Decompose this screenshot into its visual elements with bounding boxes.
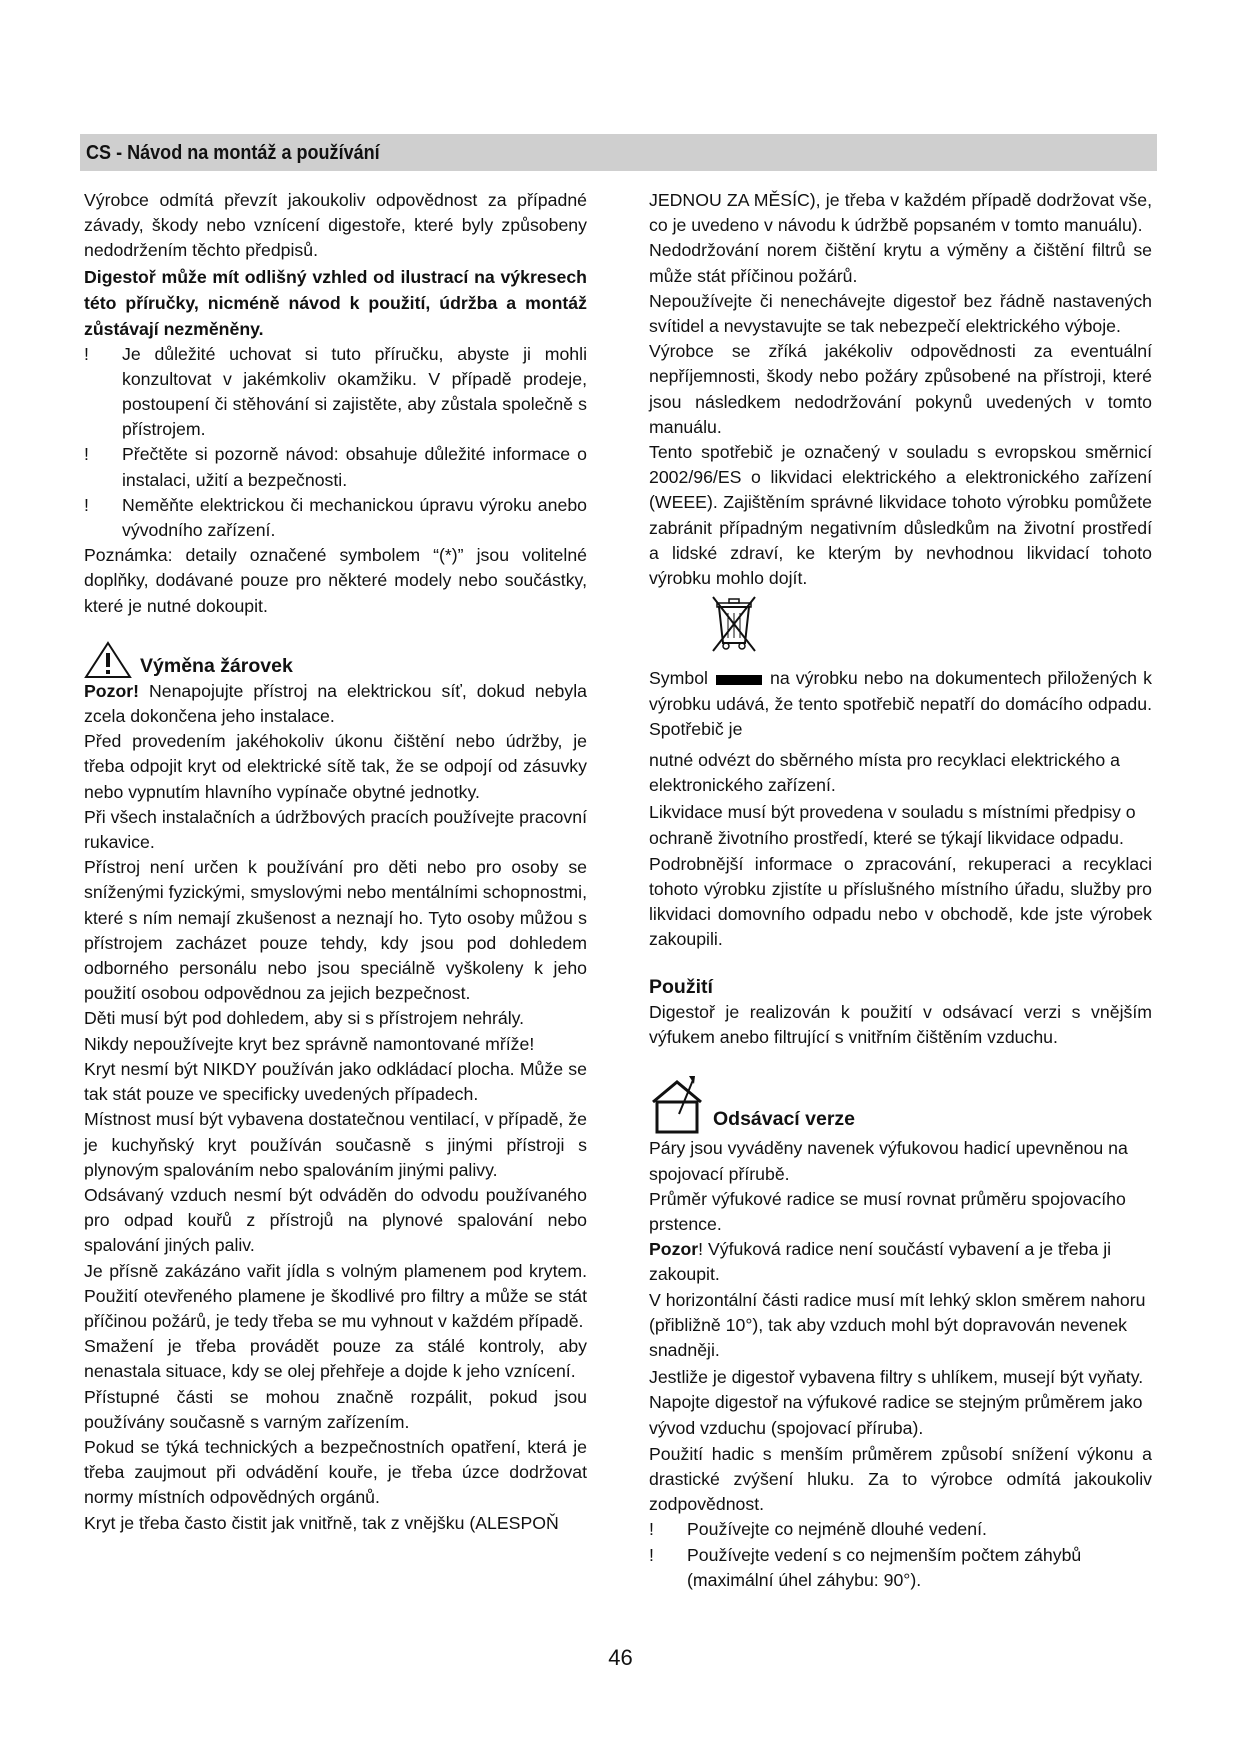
section-title: Použití xyxy=(649,975,713,998)
exclamation-icon: ! xyxy=(84,494,89,515)
usage-section-heading xyxy=(649,975,1152,1000)
bullet-text: Je důležité uchovat si tuto příručku, abyste ji mohli konzultovat v jakémkoliv okamžiku. V případě prodeje, postoupení či stěhování si zajistěte, aby zůstala společně s přístrojem. xyxy=(122,343,587,440)
exhaust-section-heading xyxy=(649,1074,1152,1136)
symbol-paragraph xyxy=(649,666,1152,742)
bullet-item xyxy=(649,1543,1152,1593)
intro-paragraph: Výrobce odmítá převzít jakoukoliv odpovědnost za případné závady, škody nebo vznícení digestoře, které byly způsobeny nedodržením těchto předpisů. xyxy=(84,190,587,261)
paragraph: Děti musí být pod dohledem, aby si s přístrojem nehrály. xyxy=(84,1008,525,1029)
paragraph: nutné odvézt do sběrného místa pro recyklaci elektrického a elektronického zařízení. xyxy=(649,750,1120,796)
paragraph: Podrobnější informace o zpracování, rekuperaci a recyklaci tohoto výrobku zjistíte u příslušného místního úřadu, služby pro likvidaci domovního odpadu nebo v obchodě, kde jste výrobek zakoupili. xyxy=(649,853,1152,950)
bullet-item xyxy=(84,442,587,492)
paragraph: Při všech instalačních a údržbových pracích používejte pracovní rukavice. xyxy=(84,806,587,853)
paragraph: JEDNOU ZA MĚSÍC), je třeba v každém případě dodržovat vše, co je uvedeno v návodu k údržbě popsaném v tomto manuálu). xyxy=(649,190,1152,236)
pozor-label: Pozor! xyxy=(84,680,140,701)
exclamation-icon: ! xyxy=(84,343,89,364)
bold-note: Digestoř může mít odlišný vzhled od ilustrací na výkresech této příručky, nicméně návod k použití, údržba a montáž zůstávají nezměněny. xyxy=(84,266,587,339)
bullet-text: Používejte vedení s co nejmenším počtem záhybů (maximální úhel záhybu: 90°). xyxy=(687,1544,1082,1590)
paragraph: Kryt nesmí být NIKDY používán jako odkládací plocha. Může se tak stát pouze ve specificky uvedených případech. xyxy=(84,1058,587,1105)
pozor-label: Pozor xyxy=(649,1239,699,1260)
paragraph: Jestliže je digestoř vybavena filtry s uhlíkem, musejí být vyňaty. Napojte digestoř na výfukové radice se stejným průměrem jako vývod vzduchu (spojovací příruba). xyxy=(649,1367,1144,1438)
exhaust-house-icon xyxy=(649,1074,705,1136)
symbol-label: Symbol xyxy=(649,668,708,689)
paragraph: Průměr výfukové radice se musí rovnat průměru spojovacího prstence. xyxy=(649,1188,1126,1234)
warning-icon xyxy=(84,641,132,679)
section-title: Výměna žárovek xyxy=(140,654,293,677)
paragraph: Výrobce se zříká jakékoliv odpovědnosti za eventuální nepříjemnosti, škody nebo požáry způsobené na přístroji, které jsou následkem nedodržování pokynů uvedených v tomto manuálu. xyxy=(649,341,1152,437)
right-column xyxy=(649,188,1152,1593)
pozor-text: Nenapojujte přístroj na elektrickou síť, dokud nebyla zcela dokončena jeho instalace. xyxy=(84,680,587,727)
left-column xyxy=(84,188,587,1536)
paragraph: Pokud se týká technických a bezpečnostních opatření, která je třeba zaujmout při odvádění kouře, je třeba úzce dodržovat normy místních odpovědných orgánů. xyxy=(84,1436,587,1508)
weee-bin-icon xyxy=(709,593,759,655)
paragraph: Přístroj není určen k používání pro děti nebo pro osoby se sníženými fyzickými, smyslovými nebo mentálními schopnostmi, které s ním nemají zkušenost a neznají ho. Tyto osoby můžou s přístrojem zacházet pouze tehdy, kdy jsou pod dohledem odborného personálu nebo jsou speciálně vyškoleny k jeho použití osobou odpovědnou za jejich bezpečnost. xyxy=(84,857,587,1004)
paragraph: Digestoř je realizován k použití v odsávací verzi s vnějším výfukem anebo filtrující s vnitřním čištěním vzduchu. xyxy=(649,1001,1152,1048)
paragraph: Smažení je třeba provádět pouze za stálé kontroly, aby nenastala situace, kdy se olej přehřeje a dojde k jeho vznícení. xyxy=(84,1336,587,1382)
section-title: Odsávací verze xyxy=(713,1108,856,1131)
symbol-text: na výrobku nebo na dokumentech přiložených k výrobku udává, že tento spotřebič nepatří do domácího odpadu. Spotřebič je xyxy=(649,668,1152,739)
bullet-item xyxy=(649,1517,1152,1542)
paragraph: Přístupné části se mohou značně rozpálit, pokud jsou používány současně s varným zařízením. xyxy=(84,1386,587,1432)
paragraph: Tento spotřebič je označený v souladu s evropskou směrnicí 2002/96/ES o likvidaci elektrického a elektronického zařízení (WEEE). Zajištěním správné likvidace tohoto výrobku pomůžete zabránit případným negativním důsledkům na životní prostředí a lidské zdraví, ke kterým by nevhodnou likvidací tohoto výrobku mohlo dojít. xyxy=(649,442,1152,589)
bullet-text: Přečtěte si pozorně návod: obsahuje důležité informace o instalaci, užití a bezpečnosti. xyxy=(122,444,587,490)
bullet-item xyxy=(84,342,587,443)
paragraph: Je přísně zakázáno vařit jídla s volným plamenem pod krytem. Použití otevřeného plamene je škodlivé pro filtry a může se stát příčinou požárů, je tedy třeba se mu vyhnout v každém případě. xyxy=(84,1260,587,1331)
bullet-text: Používejte co nejméně dlouhé vedení. xyxy=(687,1519,987,1540)
paragraph: V horizontální části radice musí mít lehký sklon směrem nahoru (přibližně 10°), tak aby vzduch mohl být dopravován nevenek snadněji. xyxy=(649,1289,1146,1360)
paragraph: Použití hadic s menším průměrem způsobí snížení výkonu a drastické zvýšení hluku. Za to výrobce odmítá jakoukoliv zodpovědnost. xyxy=(649,1443,1152,1515)
paragraph: Nepoužívejte či nenechávejte digestoř bez řádně nastavených svítidel a nevystavujte se tak nebezpečí elektrického výboje. xyxy=(649,290,1152,337)
page-number: 46 xyxy=(608,1645,633,1670)
pozor-text: ! Výfuková radice není součástí vybavení a je třeba ji zakoupit. xyxy=(649,1239,1112,1285)
bulb-section-heading xyxy=(84,641,587,679)
note-paragraph: Poznámka: detaily označené symbolem “(*)” jsou volitelné doplňky, dodávané pouze pro některé modely nebo součástky, které je nutné dokoupit. xyxy=(84,545,587,616)
paragraph: Před provedením jakéhokoliv úkonu čištění nebo údržby, je třeba odpojit kryt od elektrické sítě tak, že se odpojí od zásuvky nebo vypnutím hlavního vypínače obytné jednotky. xyxy=(84,731,587,802)
paragraph: Místnost musí být vybavena dostatečnou ventilací, v případě, že je kuchyňský kryt používán současně s jinými přístroji s plynovým spalováním nebo spalováním jinými palivy. xyxy=(84,1109,587,1180)
section-header-bar xyxy=(80,134,1157,171)
paragraph: Nikdy nepoužívejte kryt bez správně namontované mříže! xyxy=(84,1033,535,1054)
pozor-paragraph xyxy=(649,1237,1152,1287)
exclamation-icon: ! xyxy=(649,1519,654,1540)
bullet-item xyxy=(84,493,587,543)
bullet-text: Neměňte elektrickou či mechanickou úpravu výroku anebo vývodního zařízení. xyxy=(122,494,587,541)
exclamation-icon: ! xyxy=(649,1544,654,1565)
paragraph: Likvidace musí být provedena v souladu s místními předpisy o ochraně životního prostředí, které se týkají likvidace odpadu. xyxy=(649,802,1136,848)
paragraph: Páry jsou vyváděny navenek výfukovou hadicí upevněnou na spojovací přírubě. xyxy=(649,1138,1128,1184)
paragraph: Kryt je třeba často čistit jak vnitřně, tak z vnějšku (ALESPOŇ xyxy=(84,1512,559,1533)
pozor-paragraph xyxy=(84,679,587,729)
paragraph: Odsávaný vzduch nesmí být odváděn do odvodu používaného pro odpad kouřů z přístrojů na plynové spalování nebo spalování jiných paliv. xyxy=(84,1184,587,1256)
paragraph: Nedodržování norem čištění krytu a výměny a čištění filtrů se může stát příčinou požárů. xyxy=(649,240,1152,286)
page-title: CS - Návod na montáž a používání xyxy=(86,141,380,164)
black-bar-symbol-icon xyxy=(716,675,762,685)
exclamation-icon: ! xyxy=(84,444,89,465)
